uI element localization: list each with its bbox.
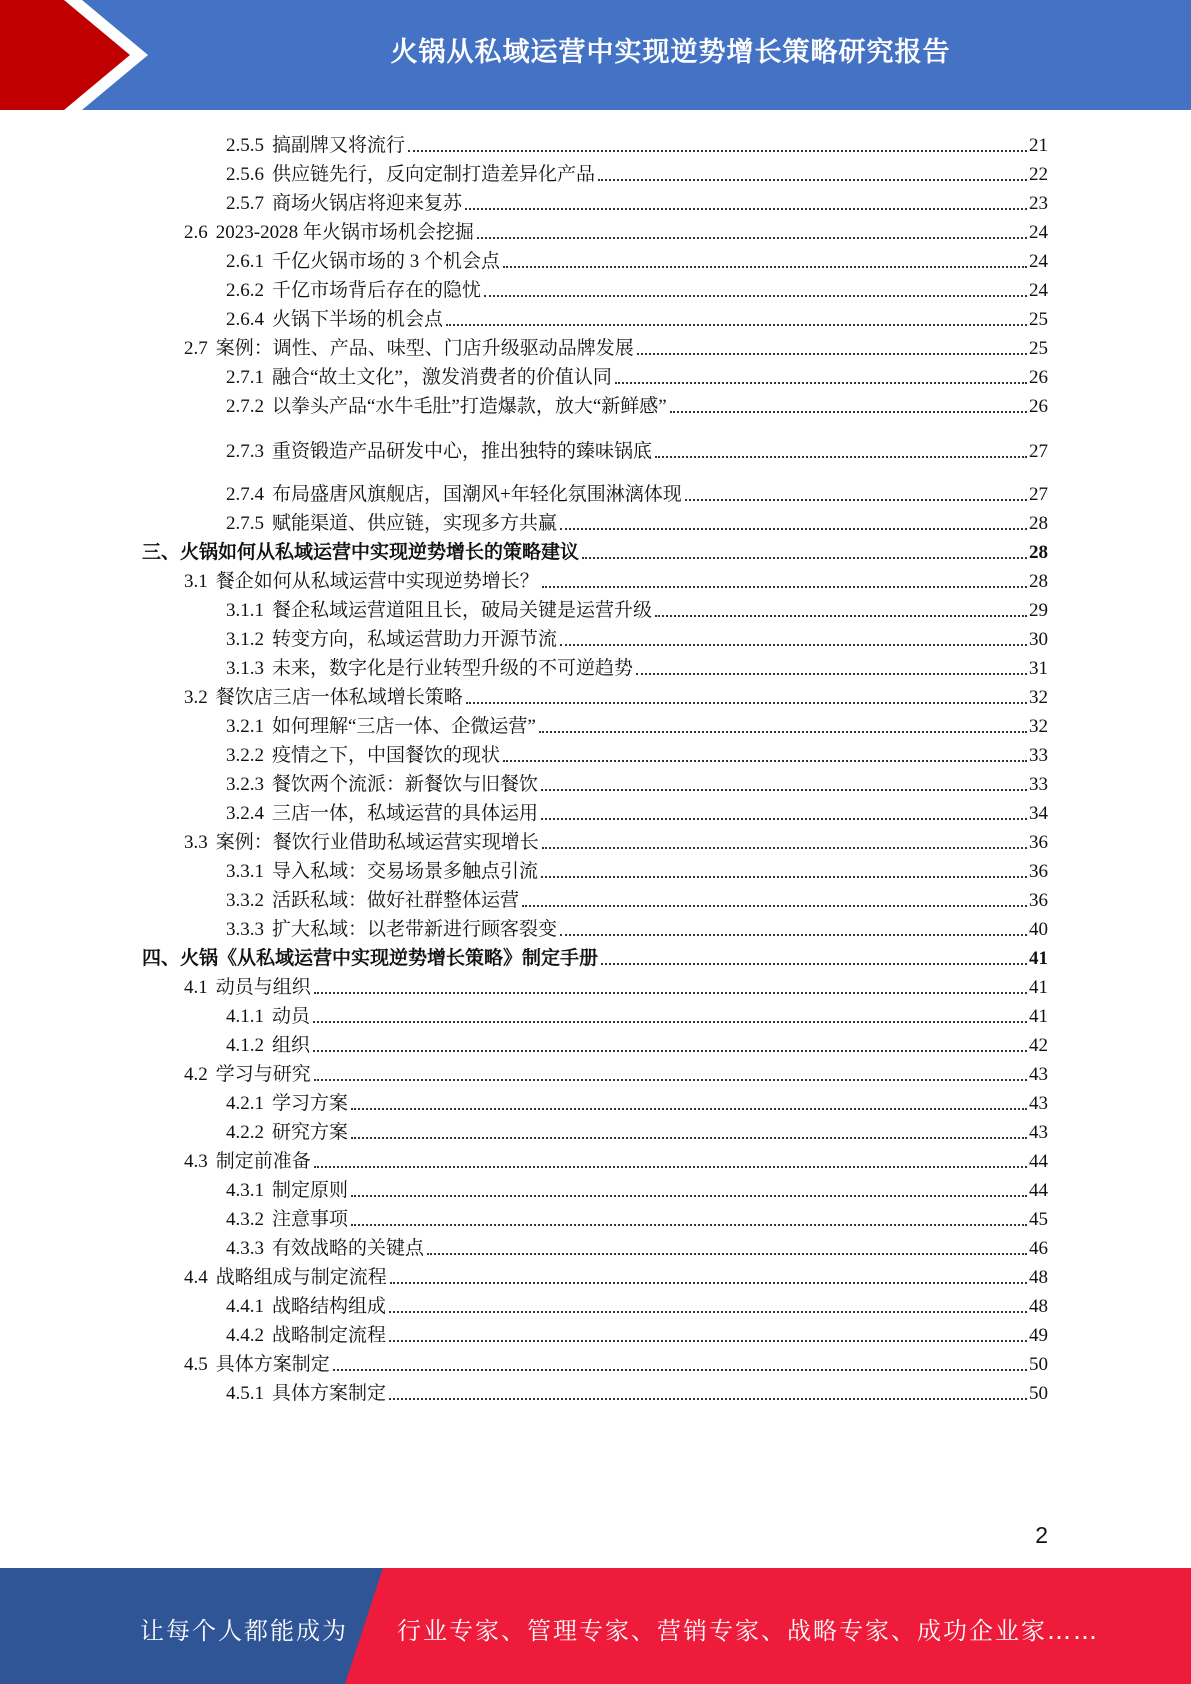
- toc-entry-number: 4.5.1: [226, 1383, 264, 1404]
- toc-entry[interactable]: [226, 1374, 1048, 1405]
- toc-entry[interactable]: [226, 387, 1048, 418]
- toc-entry-number: 4.4.1: [226, 1296, 264, 1317]
- toc-entry[interactable]: [226, 1026, 1048, 1057]
- toc-entry-number: 三、: [142, 542, 181, 563]
- toc-entry-page: 49: [1029, 1325, 1048, 1346]
- toc-entry[interactable]: [226, 852, 1048, 883]
- toc-entry[interactable]: [226, 1084, 1048, 1115]
- toc-entry[interactable]: [226, 271, 1048, 302]
- toc-entry-page: 27: [1029, 441, 1048, 462]
- toc-entry-title: 火锅下半场的机会点: [272, 309, 444, 330]
- toc-entry-title: 商场火锅店将迎来复苏: [272, 193, 463, 214]
- toc-entry-number: 3.3: [184, 832, 208, 853]
- toc-entry[interactable]: [226, 126, 1048, 157]
- toc-entry-title: 如何理解“三店一体、企微运营”: [272, 716, 536, 737]
- toc-dot-leader: [670, 411, 1027, 413]
- toc-dot-leader: [389, 1398, 1027, 1400]
- toc-entry-number: 4.4.2: [226, 1325, 264, 1346]
- toc-entry-page: 43: [1029, 1093, 1048, 1114]
- toc-entry-title: 重资锻造产品研发中心，推出独特的臻味锅底: [272, 441, 653, 462]
- toc-entry-title: 疫情之下，中国餐饮的现状: [272, 745, 501, 766]
- toc-entry-title: 搞副牌又将流行: [272, 135, 406, 156]
- toc-entry-number: 3.3.3: [226, 919, 264, 940]
- toc-entry-page: 33: [1029, 774, 1048, 795]
- toc-entry-page: 46: [1029, 1238, 1048, 1259]
- toc-entry-title: 千亿市场背后存在的隐忧: [272, 280, 482, 301]
- toc-entry-number: 2.5.6: [226, 164, 264, 185]
- toc-entry-page: 24: [1029, 280, 1048, 301]
- toc-entry-number: 2.6: [184, 222, 208, 243]
- toc-dot-leader: [542, 586, 1027, 588]
- toc-entry-title: 三店一体，私域运营的具体运用: [272, 803, 539, 824]
- toc-dot-leader: [503, 266, 1027, 268]
- toc-entry-title: 学习与研究: [215, 1064, 311, 1085]
- toc-dot-leader: [560, 644, 1027, 646]
- toc-dot-leader: [522, 905, 1027, 907]
- toc-entry[interactable]: [226, 649, 1048, 680]
- toc-dot-leader: [408, 150, 1027, 152]
- toc-dot-leader: [351, 1195, 1027, 1197]
- toc-entry-title: 学习方案: [272, 1093, 349, 1114]
- toc-entry[interactable]: [226, 794, 1048, 825]
- toc-entry-number: 4.1.1: [226, 1006, 264, 1027]
- toc-entry[interactable]: [226, 591, 1048, 622]
- toc-dot-leader: [637, 353, 1027, 355]
- toc-entry-page: 41: [1029, 1006, 1048, 1027]
- toc-dot-leader: [685, 499, 1027, 501]
- toc-dot-leader: [541, 818, 1027, 820]
- toc-entry[interactable]: [184, 213, 1048, 244]
- toc-entry-title: 转变方向，私域运营助力开源节流: [272, 629, 558, 650]
- toc-entry-number: 3.2: [184, 687, 208, 708]
- toc-entry-page: 41: [1029, 948, 1048, 969]
- toc-entry-title: 千亿火锅市场的 3 个机会点: [272, 251, 501, 272]
- toc-entry[interactable]: [226, 504, 1048, 535]
- toc-dot-leader: [484, 295, 1027, 297]
- toc-dot-leader: [655, 615, 1027, 617]
- footer-slogan-right: 行业专家、管理专家、营销专家、战略专家、成功企业家……: [397, 1617, 1099, 1645]
- toc-entry[interactable]: [226, 620, 1048, 651]
- footer-slogan-left: 让每个人都能成为: [140, 1617, 348, 1645]
- toc-entry-title: 未来，数字化是行业转型升级的不可逆趋势: [272, 658, 634, 679]
- toc-dot-leader: [636, 673, 1027, 675]
- toc-entry[interactable]: [184, 823, 1048, 854]
- toc-dot-leader: [314, 1166, 1027, 1168]
- toc-dot-leader: [446, 324, 1027, 326]
- toc-entry-title: 火锅如何从私域运营中实现逆势增长的策略建议: [180, 542, 580, 563]
- toc-entry-number: 4.5: [184, 1354, 208, 1375]
- toc-entry-title: 注意事项: [272, 1209, 349, 1230]
- toc-entry-number: 4.4: [184, 1267, 208, 1288]
- toc-entry-page: 48: [1029, 1267, 1048, 1288]
- toc-dot-leader: [560, 528, 1027, 530]
- toc-entry[interactable]: [184, 1345, 1048, 1376]
- toc-entry-number: 3.2.4: [226, 803, 264, 824]
- toc-entry-title: 赋能渠道、供应链，实现多方共赢: [272, 513, 558, 534]
- toc-entry-title: 研究方案: [272, 1122, 349, 1143]
- toc-entry-page: 22: [1029, 164, 1048, 185]
- toc-entry[interactable]: [226, 765, 1048, 796]
- toc-dot-leader: [541, 876, 1027, 878]
- toc-entry-number: 3.1.3: [226, 658, 264, 679]
- toc-entry-number: 2.7.2: [226, 396, 264, 417]
- toc-entry-page: 43: [1029, 1122, 1048, 1143]
- toc-dot-leader: [427, 1253, 1027, 1255]
- toc-entry[interactable]: [226, 184, 1048, 215]
- toc-entry-page: 31: [1029, 658, 1048, 679]
- toc-entry-number: 2.6.1: [226, 251, 264, 272]
- toc-entry-title: 组织: [272, 1035, 311, 1056]
- toc-entry[interactable]: [226, 736, 1048, 767]
- toc-entry-number: 3.2.3: [226, 774, 264, 795]
- toc-entry-number: 4.2.2: [226, 1122, 264, 1143]
- toc-entry[interactable]: [226, 910, 1048, 941]
- toc-entry-title: 火锅《从私域运营中实现逆势增长策略》制定手册: [180, 948, 599, 969]
- toc-entry[interactable]: [226, 432, 1048, 463]
- toc-entry[interactable]: [226, 1171, 1048, 1202]
- toc-dot-leader: [560, 934, 1027, 936]
- toc-entry-page: 42: [1029, 1035, 1048, 1056]
- header-arrow-decoration: [0, 0, 160, 110]
- toc-entry-page: 41: [1029, 977, 1048, 998]
- toc-entry[interactable]: [184, 562, 1048, 593]
- toc-entry-title: 制定原则: [272, 1180, 349, 1201]
- toc-entry-page: 50: [1029, 1383, 1048, 1404]
- toc-entry-number: 四、: [142, 948, 181, 969]
- toc-entry-number: 3.2.2: [226, 745, 264, 766]
- toc-entry[interactable]: [226, 1113, 1048, 1144]
- toc-dot-leader: [582, 557, 1027, 559]
- toc-entry-page: 29: [1029, 600, 1048, 621]
- toc-entry-title: 战略结构组成: [272, 1296, 387, 1317]
- toc-entry[interactable]: [184, 329, 1048, 360]
- toc-dot-leader: [313, 1050, 1027, 1052]
- toc-entry[interactable]: [226, 475, 1048, 506]
- toc-entry-number: 4.3: [184, 1151, 208, 1172]
- toc-entry[interactable]: [184, 1142, 1048, 1173]
- toc-dot-leader: [539, 731, 1027, 733]
- toc-entry-number: 2.5.5: [226, 135, 264, 156]
- toc-entry[interactable]: [184, 968, 1048, 999]
- toc-entry-page: 21: [1029, 135, 1048, 156]
- toc-entry-number: 2.7.5: [226, 513, 264, 534]
- page-number: 2: [1035, 1522, 1048, 1548]
- toc-dot-leader: [542, 847, 1027, 849]
- toc-entry-number: 3.1.2: [226, 629, 264, 650]
- toc-entry-page: 40: [1029, 919, 1048, 940]
- toc-entry-title: 餐饮店三店一体私域增长策略: [215, 687, 463, 708]
- toc-dot-leader: [466, 702, 1027, 704]
- toc-entry-title: 餐企如何从私域运营中实现逆势增长？: [215, 571, 539, 592]
- toc-entry-page: 28: [1029, 513, 1048, 534]
- toc-entry-number: 4.2.1: [226, 1093, 264, 1114]
- toc-entry-title: 动员: [272, 1006, 311, 1027]
- toc-entry[interactable]: [226, 1229, 1048, 1260]
- toc-dot-leader: [541, 789, 1027, 791]
- toc-dot-leader: [655, 456, 1027, 458]
- toc-entry-title: 制定前准备: [215, 1151, 311, 1172]
- toc-entry[interactable]: [142, 533, 1048, 564]
- toc-dot-leader: [389, 1311, 1027, 1313]
- toc-entry-page: 28: [1029, 542, 1048, 563]
- toc-entry[interactable]: [226, 242, 1048, 273]
- toc-entry[interactable]: [226, 997, 1048, 1028]
- toc-entry-number: 4.3.2: [226, 1209, 264, 1230]
- toc-entry-page: 32: [1029, 687, 1048, 708]
- toc-entry[interactable]: [226, 1287, 1048, 1318]
- toc-entry[interactable]: [226, 707, 1048, 738]
- toc-entry-title: 布局盛唐风旗舰店，国潮风+年轻化氛围淋漓体现: [272, 484, 682, 505]
- toc-entry-title: 融合“故土文化”，激发消费者的价值认同: [272, 367, 612, 388]
- toc-entry-page: 25: [1029, 338, 1048, 359]
- toc-entry-page: 45: [1029, 1209, 1048, 1230]
- toc-dot-leader: [314, 992, 1027, 994]
- toc-dot-leader: [333, 1369, 1027, 1371]
- toc-entry-page: 26: [1029, 367, 1048, 388]
- toc-entry-title: 案例：调性、产品、味型、门店升级驱动品牌发展: [215, 338, 634, 359]
- toc-entry-title: 战略制定流程: [272, 1325, 387, 1346]
- toc-entry-page: 24: [1029, 251, 1048, 272]
- toc-entry-title: 案例：餐饮行业借助私域运营实现增长: [215, 832, 539, 853]
- toc-dot-leader: [503, 760, 1027, 762]
- toc-entry[interactable]: [226, 1316, 1048, 1347]
- toc-entry-title: 活跃私域：做好社群整体运营: [272, 890, 520, 911]
- toc-dot-leader: [314, 1079, 1027, 1081]
- toc-dot-leader: [313, 1021, 1027, 1023]
- toc-entry[interactable]: [184, 1055, 1048, 1086]
- toc-entry-title: 扩大私域：以老带新进行顾客裂变: [272, 919, 558, 940]
- toc-entry-number: 4.3.3: [226, 1238, 264, 1259]
- toc-entry-title: 餐企私域运营道阻且长，破局关键是运营升级: [272, 600, 653, 621]
- toc-entry-number: 4.1: [184, 977, 208, 998]
- toc-dot-leader: [390, 1282, 1027, 1284]
- toc-entry-number: 4.2: [184, 1064, 208, 1085]
- toc-entry-page: 44: [1029, 1151, 1048, 1172]
- toc-entry[interactable]: [226, 881, 1048, 912]
- toc-entry[interactable]: [184, 1258, 1048, 1289]
- toc-dot-leader: [351, 1137, 1027, 1139]
- toc-entry-number: 2.6.4: [226, 309, 264, 330]
- toc-entry-title: 2023-2028 年火锅市场机会挖掘: [215, 222, 474, 243]
- toc-entry-number: 2.7.4: [226, 484, 264, 505]
- toc-entry-page: 50: [1029, 1354, 1048, 1375]
- toc-entry-number: 2.5.7: [226, 193, 264, 214]
- toc-entry-number: 2.7: [184, 338, 208, 359]
- toc-dot-leader: [601, 963, 1027, 965]
- toc-dot-leader: [351, 1224, 1027, 1226]
- toc-entry[interactable]: [226, 300, 1048, 331]
- toc-entry-page: 24: [1029, 222, 1048, 243]
- page-footer: [0, 1568, 1191, 1684]
- toc-entry-page: 36: [1029, 890, 1048, 911]
- toc-dot-leader: [389, 1340, 1027, 1342]
- page-header: [0, 0, 1191, 110]
- toc-dot-leader: [477, 237, 1027, 239]
- toc-dot-leader: [465, 208, 1027, 210]
- toc-entry-number: 4.3.1: [226, 1180, 264, 1201]
- toc-entry-number: 3.1.1: [226, 600, 264, 621]
- toc-entry-title: 导入私域：交易场景多触点引流: [272, 861, 539, 882]
- toc-entry-title: 战略组成与制定流程: [215, 1267, 387, 1288]
- toc-entry-number: 2.7.1: [226, 367, 264, 388]
- toc-entry-page: 23: [1029, 193, 1048, 214]
- toc-entry-title: 有效战略的关键点: [272, 1238, 425, 1259]
- toc-entry-page: 36: [1029, 861, 1048, 882]
- toc-entry-page: 34: [1029, 803, 1048, 824]
- toc-entry[interactable]: [184, 678, 1048, 709]
- toc-entry-title: 具体方案制定: [272, 1383, 387, 1404]
- toc-entry-number: 3.3.2: [226, 890, 264, 911]
- toc-entry[interactable]: [142, 939, 1048, 970]
- toc-entry-title: 餐饮两个流派：新餐饮与旧餐饮: [272, 774, 539, 795]
- toc-dot-leader: [615, 382, 1027, 384]
- toc-entry-page: 36: [1029, 832, 1048, 853]
- toc-entry-number: 3.3.1: [226, 861, 264, 882]
- toc-entry-page: 48: [1029, 1296, 1048, 1317]
- toc-entry-page: 25: [1029, 309, 1048, 330]
- toc-entry-number: 2.7.3: [226, 441, 264, 462]
- toc-entry-title: 动员与组织: [215, 977, 311, 998]
- toc-entry-page: 27: [1029, 484, 1048, 505]
- toc-dot-leader: [598, 179, 1027, 181]
- toc-entry-page: 32: [1029, 716, 1048, 737]
- toc-entry-title: 以拳头产品“水牛毛肚”打造爆款，放大“新鲜感”: [272, 396, 667, 417]
- toc-entry-number: 2.6.2: [226, 280, 264, 301]
- toc-entry[interactable]: [226, 358, 1048, 389]
- toc-entry-title: 具体方案制定: [215, 1354, 330, 1375]
- toc-entry-number: 4.1.2: [226, 1035, 264, 1056]
- toc-entry-page: 26: [1029, 396, 1048, 417]
- toc-entry[interactable]: [226, 1200, 1048, 1231]
- toc-entry-number: 3.2.1: [226, 716, 264, 737]
- toc-entry-page: 28: [1029, 571, 1048, 592]
- toc-entry-page: 43: [1029, 1064, 1048, 1085]
- toc-entry[interactable]: [226, 155, 1048, 186]
- report-title: 火锅从私域运营中实现逆势增长策略研究报告: [390, 37, 951, 68]
- toc-entry-page: 30: [1029, 629, 1048, 650]
- toc-dot-leader: [351, 1108, 1027, 1110]
- toc-entry-title: 供应链先行，反向定制打造差异化产品: [272, 164, 596, 185]
- toc-entry-page: 33: [1029, 745, 1048, 766]
- toc-entry-page: 44: [1029, 1180, 1048, 1201]
- toc-entry-number: 3.1: [184, 571, 208, 592]
